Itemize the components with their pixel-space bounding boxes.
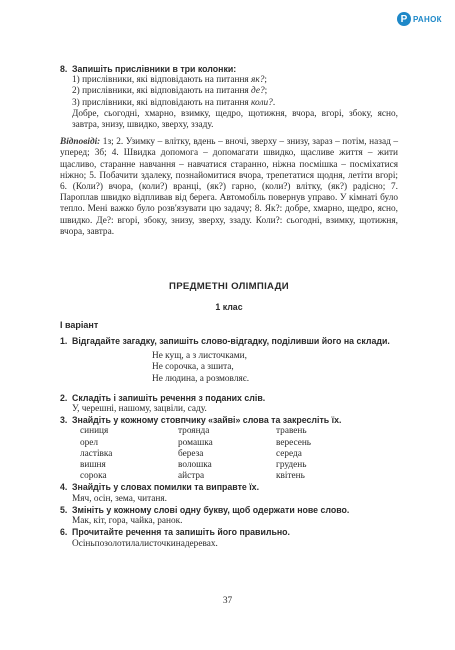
task-title: Знайдіть у словах помилки та виправте їх. [72, 482, 260, 493]
task-title: Знайдіть у кожному стовпчику «зайві» слова та закресліть їх. [72, 415, 342, 426]
task-words: Добре, сьогодні, хмарно, взимку, щедро, щотижня, вчора, вгорі, збоку, ясно, завтра, знизу, швидко, зверху, ззаду. [72, 108, 398, 131]
task-text: Осіньпозолотилалисточкинадеревах. [72, 538, 218, 549]
section-title: ПРЕДМЕТНІ ОЛІМПІАДИ [169, 281, 289, 293]
task-text: Мяч, осін, зема, читаня. [72, 493, 168, 504]
publisher-logo [397, 12, 442, 26]
class-title: 1 клас [215, 302, 243, 313]
task-title: Запишіть прислівники в три колонки: [72, 64, 237, 74]
task-title: Складіть і запишіть речення з поданих слів. [72, 392, 266, 403]
task-8 [60, 64, 398, 131]
logo-icon: Р [397, 12, 411, 26]
word-columns: синиця троянда травень орел ромашка вересень ластівка береза середа вишня волошка грудень сорока айстра квітень [80, 426, 312, 482]
page-content [60, 64, 398, 550]
option-3: 3) прислівники, які відповідають на питання коли?. [72, 97, 276, 108]
task-title: Змініть у кожному слові одну букву, щоб одержати нове слово. [72, 504, 350, 515]
variant-title: І варіант [60, 320, 99, 331]
option-1: 1) прислівники, які відповідають на питання як?; [72, 75, 267, 86]
task-title: Відгадайте загадку, запишіть слово-відгадку, поділивши його на склади. [72, 336, 390, 347]
task-2: 2. Складіть і запишіть речення з поданих слів. У, черешні, нашому, зацвіли, саду. [60, 393, 398, 415]
page-number: 37 [222, 596, 233, 606]
task-number: 8. [60, 64, 68, 74]
logo-text: РАНОК [413, 14, 442, 24]
task-5: 5. Змініть у кожному слові одну букву, щоб одержати нове слово. Мак, кіт, гора, чайка, ранок. [60, 505, 398, 527]
task-text: Мак, кіт, гора, чайка, ранок. [72, 516, 183, 527]
answers-block [60, 137, 398, 238]
answers-label: Відповіді: [60, 137, 101, 148]
task-text: У, черешні, нашому, зацвіли, саду. [72, 404, 207, 415]
task-1: 1. Відгадайте загадку, запишіть слово-відгадку, поділивши його на склади. Не кущ, а з листочками, Не сорочка, а зшита, Не людина, а розмовляє. [60, 336, 398, 385]
task-3: 3. Знайдіть у кожному стовпчику «зайві» слова та закресліть їх. [60, 415, 398, 426]
task-title: Прочитайте речення та запишіть його правильно. [72, 527, 290, 538]
answers-text: 1з; 2. Узимку – влітку, вдень – вночі, зверху – знизу, зараз – потім, назад – уперед; 3б; 4. Швидка допомога – допомагати швидко, щасливе життя – жити щасливо, старанне навчання – навчатися старанно, ніжна посмішка – посміхатися ніжно; 5. Побачити здалеку, познайомитися вчора, трепетатися щодня, летіти вгорі; 6. (Коли?) вчора, (коли?) вранці, (як?) гарно, (коли?) влітку, (як?) радісно; 7. Пароплав швидко відпливав від берега. Автомобіль повернув управо. У кімнаті було тепло. Мені важко було розв'язувати цю задачу; 8. Як?: добре, хмарно, щедро, ясно, швидко. Де?: вгорі, збоку, знизу, зверху, ззаду. Коли?: сьогодні, взимку, щотижня, вчора, завтра. [60, 137, 398, 237]
task-4: 4. Знайдіть у словах помилки та виправте їх. Мяч, осін, зема, читаня. [60, 482, 398, 504]
riddle: Не кущ, а з листочками, Не сорочка, а зшита, Не людина, а розмовляє. [152, 351, 250, 384]
task-6: 6. Прочитайте речення та запишіть його правильно. Осіньпозолотилалисточкинадеревах. [60, 527, 398, 549]
option-2: 2) прислівники, які відповідають на питання де?; [72, 86, 268, 97]
